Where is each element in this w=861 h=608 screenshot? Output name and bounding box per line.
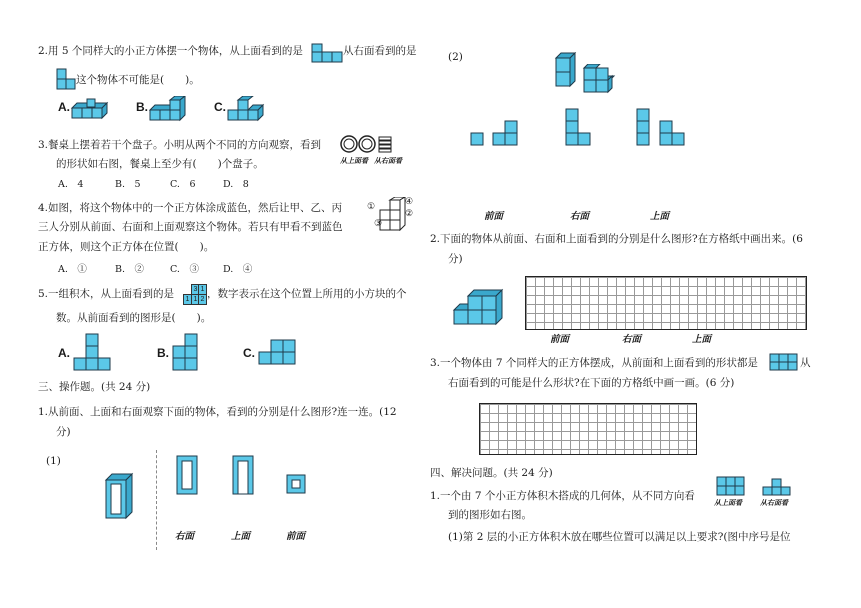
q4-choice-a[interactable]: A. ① xyxy=(58,264,87,275)
q2-option-c-figure[interactable] xyxy=(226,96,270,124)
sol1-view-right-label: 从右面看 xyxy=(760,498,788,507)
q4-line1: 4.如图，将这个物体中的一个正方体涂成蓝色，然后让甲、乙、丙 xyxy=(38,202,343,214)
q2-option-b-figure[interactable] xyxy=(148,96,192,124)
q4-cubes-figure xyxy=(366,197,416,231)
q4-mark-1: ① xyxy=(367,202,376,212)
q5-line1a: 5.一组积木，从上面看到的是 xyxy=(38,288,175,300)
q5-line1b: ，数字表示在这个位置上所用的小方块的个 xyxy=(207,288,407,300)
op1-divider xyxy=(156,450,157,550)
q5-option-a-label[interactable]: A. xyxy=(58,346,70,360)
q4-mark-4: ④ xyxy=(405,197,414,207)
op1-part-label: (1) xyxy=(46,455,61,467)
q2-option-b-label[interactable]: B. xyxy=(136,100,148,114)
q3-line2: 的形状如右图，餐桌上至少有( )个盘子。 xyxy=(56,158,264,170)
part2-view-front xyxy=(470,118,520,148)
q3-choice-a[interactable]: A. 4 xyxy=(58,179,84,190)
q5-option-c-figure[interactable] xyxy=(258,339,298,367)
q4-choice-c[interactable]: C. ③ xyxy=(170,264,199,275)
q2-option-a-figure[interactable] xyxy=(70,98,114,124)
op3-line1b: 从 xyxy=(800,357,811,369)
part2-object-a xyxy=(554,52,578,96)
op1-front-view xyxy=(286,474,306,494)
part2-view-top xyxy=(636,106,688,148)
op2-grid-paper[interactable] xyxy=(525,276,807,330)
section4-heading: 四、解决问题。(共 24 分) xyxy=(430,467,553,479)
q5-top-grid xyxy=(183,284,205,304)
op2-line2: 分) xyxy=(448,253,463,265)
q2-right-view-figure xyxy=(56,68,76,90)
op1-label-right: 右面 xyxy=(175,531,195,542)
op1-object-figure xyxy=(102,468,136,520)
op1-top-view xyxy=(232,455,254,495)
part2-label-right: 右面 xyxy=(570,211,590,222)
q2-line1b: 从右面看到的是 xyxy=(343,45,417,57)
sol1-top-view-figure xyxy=(716,476,746,496)
q5-option-c-label[interactable]: C. xyxy=(243,346,255,360)
q4-line2: 三人分别从前面、右面和上面观察这个物体。若只有甲看不到蓝色 xyxy=(38,221,343,233)
section3-heading: 三、操作题。(共 24 分) xyxy=(38,381,151,393)
q5-grid-cell: 1 xyxy=(198,284,207,295)
q5-option-a-figure[interactable] xyxy=(73,333,113,373)
q5-line2: 数。从前面看到的图形是( )。 xyxy=(56,312,212,324)
q5-grid-cell: 1 xyxy=(191,294,200,305)
q2-top-view-figure xyxy=(311,43,343,63)
q4-line3: 正方体，则这个正方体在位置( )。 xyxy=(38,241,215,253)
op1-line1: 1.从前面、上面和右面观察下面的物体，看到的分别是什么图形?连一连。(12 xyxy=(38,406,397,418)
q4-choice-d[interactable]: D. ④ xyxy=(223,264,253,275)
q4-mark-2: ② xyxy=(405,209,414,219)
q4-choice-b[interactable]: B. ② xyxy=(115,264,145,275)
q2-option-c-label[interactable]: C. xyxy=(214,100,226,114)
q2-option-a-label[interactable]: A. xyxy=(58,100,70,114)
q3-choice-b[interactable]: B. 5 xyxy=(115,179,141,190)
q3-choice-d[interactable]: D. 8 xyxy=(223,179,249,190)
part2-label-top: 上面 xyxy=(650,211,670,222)
sol1-right-view-figure xyxy=(762,478,792,496)
q3-choice-c[interactable]: C. 6 xyxy=(170,179,196,190)
sol1-line1: 1.一个由 7 个小正方体积木搭成的几何体，从不同方向看 xyxy=(430,490,695,502)
op3-line1a: 3.一个物体由 7 个同样大的正方体摆成，从前面和上面看到的形状都是 xyxy=(430,357,758,369)
q3-plates-figure xyxy=(340,134,392,154)
op3-shape-figure xyxy=(769,353,799,371)
sol1-view-top-label: 从上面看 xyxy=(714,498,742,507)
op1-line2: 分) xyxy=(56,426,71,438)
op1-right-view xyxy=(176,455,198,495)
op1-label-top: 上面 xyxy=(231,531,251,542)
q3-line1: 3.餐桌上摆着若干个盘子。小明从两个不同的方向观察，看到 xyxy=(38,139,322,151)
part2-label-front: 前面 xyxy=(484,211,504,222)
op2-object-figure xyxy=(452,288,516,330)
part2-view-right xyxy=(565,106,595,148)
part2-object-b xyxy=(582,64,622,98)
op2-line1: 2.下面的物体从前面、右面和上面看到的分别是什么图形?在方格纸中画出来。(6 xyxy=(430,233,803,245)
op3-grid-paper[interactable] xyxy=(479,403,697,455)
q5-grid-cell: 1 xyxy=(183,294,192,305)
op2-label-top: 上面 xyxy=(692,334,712,345)
q5-option-b-label[interactable]: B. xyxy=(157,346,169,360)
part2-label: (2) xyxy=(448,51,463,63)
q5-grid-cell: 3 xyxy=(191,284,200,295)
q3-view-right-label: 从右面看 xyxy=(374,156,402,165)
sol1-line2: 到的图形如右图。 xyxy=(448,509,532,521)
q5-option-b-figure[interactable] xyxy=(172,333,200,373)
q3-view-top-label: 从上面看 xyxy=(340,156,368,165)
op2-label-front: 前面 xyxy=(550,334,570,345)
q5-grid-cell: 2 xyxy=(198,294,207,305)
q2-line1a: 2.用 5 个同样大的小正方体摆一个物体，从上面看到的是 xyxy=(38,45,303,57)
q4-mark-3: ③ xyxy=(374,219,383,229)
op2-label-right: 右面 xyxy=(622,334,642,345)
q2-line2: 这个物体不可能是( )。 xyxy=(76,74,200,86)
op3-line2: 右面看到的可能是什么形状?在下面的方格纸中画一画。(6 分) xyxy=(448,377,735,389)
op1-label-front: 前面 xyxy=(286,531,306,542)
sol1-line3: (1)第 2 层的小正方体积木放在哪些位置可以满足以上要求?(图中序号是位 xyxy=(448,531,791,543)
